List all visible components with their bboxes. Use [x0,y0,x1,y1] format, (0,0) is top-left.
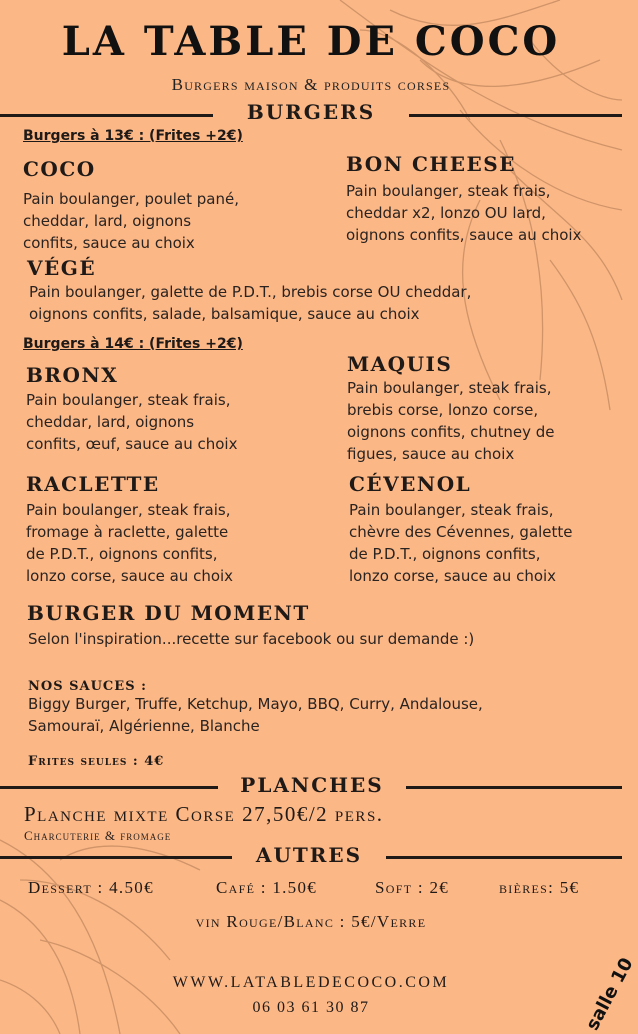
burgers-rule-left [0,114,213,117]
tier-14-label: Burgers à 14€ : (Frites +2€) [23,336,243,352]
burger-bronx-desc: Pain boulanger, steak frais, cheddar, lard, oignons confits, œuf, sauce au choix [26,391,238,453]
burger-vege-name: VÉGÉ [27,256,97,280]
burger-maquis-desc: Pain boulanger, steak frais, brebis corse, lonzo corse, oignons confits, chutney de figues, sauce au choix [347,379,555,463]
burger-bon-cheese-desc: Pain boulanger, steak frais, cheddar x2, lonzo OU lard, oignons confits, sauce au choix [346,182,582,244]
autres-bieres: bières: 5€ [499,878,580,897]
autres-soft: Soft : 2€ [375,878,450,897]
burger-cevenol-desc: Pain boulanger, steak frais, chèvre des Cévennes, galette de P.D.T., oignons confits, lonzo corse, sauce au choix [349,501,573,585]
burgers-section-title: BURGERS [246,100,376,124]
burger-coco-name: COCO [23,157,96,181]
planches-rule-right [406,786,622,789]
autres-rule-right [386,856,622,859]
planche-mixte-sub: Charcuterie & fromage [24,828,172,843]
sauces-desc: Biggy Burger, Truffe, Ketchup, Mayo, BBQ, Curry, Andalouse, Samouraï, Algérienne, Blanche [28,695,483,735]
burger-bronx-name: BRONX [26,363,119,387]
autres-rule-left [0,856,232,859]
burger-vege-desc: Pain boulanger, galette de P.D.T., brebis corse OU cheddar, oignons confits, salade, balsamique, sauce au choix [29,283,472,323]
autres-vin: vin Rouge/Blanc : 5€/Verre [195,912,427,931]
planches-section-title: PLANCHES [240,773,384,797]
tier-13-label: Burgers à 13€ : (Frites +2€) [23,128,243,144]
autres-section-title: AUTRES [255,843,363,867]
website-link[interactable]: WWW.LATABLEDECOCO.COM [172,974,450,991]
burger-raclette-name: RACLETTE [26,472,160,496]
phone-number: 06 03 61 30 87 [252,999,370,1016]
salle-badge: salle 10 [582,954,638,1034]
burger-maquis-name: MAQUIS [347,352,453,376]
burger-bon-cheese-name: BON CHEESE [346,152,516,176]
burger-coco-desc: Pain boulanger, poulet pané, cheddar, lard, oignons confits, sauce au choix [23,190,239,252]
autres-cafe: Café : 1.50€ [216,878,318,897]
frites-seules: Frites seules : 4€ [28,754,165,769]
restaurant-subtitle: Burgers maison & produits corses [171,75,451,94]
burgers-rule-right [409,114,622,117]
autres-dessert: Dessert : 4.50€ [28,878,154,897]
burger-du-moment-name: BURGER DU MOMENT [27,601,310,625]
burger-du-moment-desc: Selon l'inspiration...recette sur facebook ou sur demande :) [28,630,475,648]
burger-raclette-desc: Pain boulanger, steak frais, fromage à raclette, galette de P.D.T., oignons confits, lonzo corse, sauce au choix [26,501,234,585]
restaurant-title: LA TABLE DE COCO [61,18,561,65]
sauces-label: NOS SAUCES : [28,679,147,694]
burger-cevenol-name: CÉVENOL [349,472,472,496]
planche-mixte-item: Planche mixte Corse 27,50€/2 pers. [24,802,384,826]
planches-rule-left [0,786,218,789]
